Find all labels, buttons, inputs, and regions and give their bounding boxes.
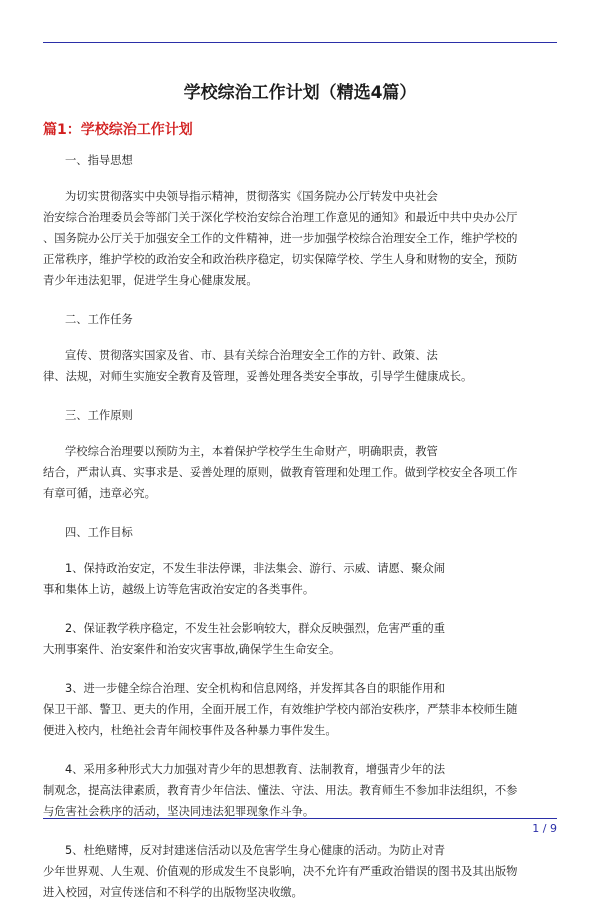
paragraph-line: 制观念，提高法律素质，教育青少年信法、懂法、守法、用法。教育师生不参加非法组织，不参 (43, 784, 518, 797)
paragraph-line: 为切实贯彻落实中央领导指示精神，贯彻落实《国务院办公厅转发中央社会 (65, 190, 438, 203)
paragraph (43, 441, 557, 504)
section-heading: 四、工作目标 (65, 526, 133, 539)
paragraph-line: 、国务院办公厅关于加强安全工作的文件精神，进一步加强学校综合治理安全工作，维护学校的 (43, 232, 518, 245)
paragraph-line: 便进入校内，杜绝社会青年闹校事件及各种暴力事件发生。 (43, 724, 337, 737)
article-heading: 篇1：学校综治工作计划 (43, 122, 193, 138)
paragraph-line: 与危害社会秩序的活动，坚决同违法犯罪现象作斗争。 (43, 805, 315, 818)
paragraph (43, 186, 557, 291)
paragraph-line: 事和集体上访，越级上访等危害政治安定的各类事件。 (43, 583, 315, 596)
section-heading: 二、工作任务 (65, 313, 133, 326)
footer-rule (43, 818, 557, 819)
paragraph-line: 青少年违法犯罪，促进学生身心健康发展。 (43, 274, 258, 287)
paragraph-line: 律、法规，对师生实施安全教育及管理，妥善处理各类安全事故，引导学生健康成长。 (43, 370, 473, 383)
paragraph-line: 5、杜绝赌博，反对封建迷信活动以及危害学生身心健康的活动。为防止对青 (65, 844, 445, 857)
paragraph-line: 学校综合治理要以预防为主，本着保护学校学生生命财产，明确职责，教管 (65, 445, 438, 458)
paragraph-line: 3、进一步健全综合治理、安全机构和信息网络，并发挥其各自的职能作用和 (65, 682, 445, 695)
paragraph (43, 345, 557, 387)
paragraph-line: 结合，严肃认真、实事求是、妥善处理的原则，做教育管理和处理工作。做到学校安全各项工作 (43, 466, 518, 479)
paragraph-line: 宣传、贯彻落实国家及省、市、县有关综合治理安全工作的方针、政策、法 (65, 349, 438, 362)
paragraph-line: 进入校园，对宣传迷信和不科学的出版物坚决收缴。 (43, 886, 303, 899)
paragraph-line: 有章可循，违章必究。 (43, 487, 156, 500)
paragraph-line: 正常秩序，维护学校的政治安全和政治秩序稳定，切实保障学校、学生人身和财物的安全，预防 (43, 253, 518, 266)
paragraph-line: 保卫干部、警卫、更夫的作用，全面开展工作，有效维护学校内部治安秩序，严禁非本校师生随 (43, 703, 518, 716)
paragraph (43, 618, 557, 660)
paragraph (43, 558, 557, 600)
page-number: 1 / 9 (532, 822, 557, 835)
paragraph (43, 759, 557, 822)
paragraph-line: 治安综合治理委员会等部门关于深化学校治安综合治理工作意见的通知》和最近中共中央办公厅 (43, 211, 518, 224)
paragraph (43, 678, 557, 741)
paragraph-line: 大刑事案件、治安案件和治安灾害事故,确保学生生命安全。 (43, 643, 341, 656)
section-heading: 一、指导思想 (65, 154, 133, 167)
paragraph-line: 2、保证教学秩序稳定，不发生社会影响较大，群众反映强烈，危害严重的重 (65, 622, 445, 635)
section-heading: 三、工作原则 (65, 409, 133, 422)
paragraph-line: 少年世界观、人生观、价值观的形成发生不良影响，决不允许有严重政治错误的图书及其出版物 (43, 865, 518, 878)
paragraph (43, 840, 557, 903)
document-body (43, 150, 557, 921)
document-title: 学校综治工作计划（精选4篇） (183, 83, 417, 103)
paragraph-line: 1、保持政治安定，不发生非法停课，非法集会、游行、示威、请愿、聚众闹 (65, 562, 445, 575)
header-rule (43, 42, 557, 43)
paragraph-line: 4、采用多种形式大力加强对青少年的思想教育、法制教育，增强青少年的法 (65, 763, 445, 776)
